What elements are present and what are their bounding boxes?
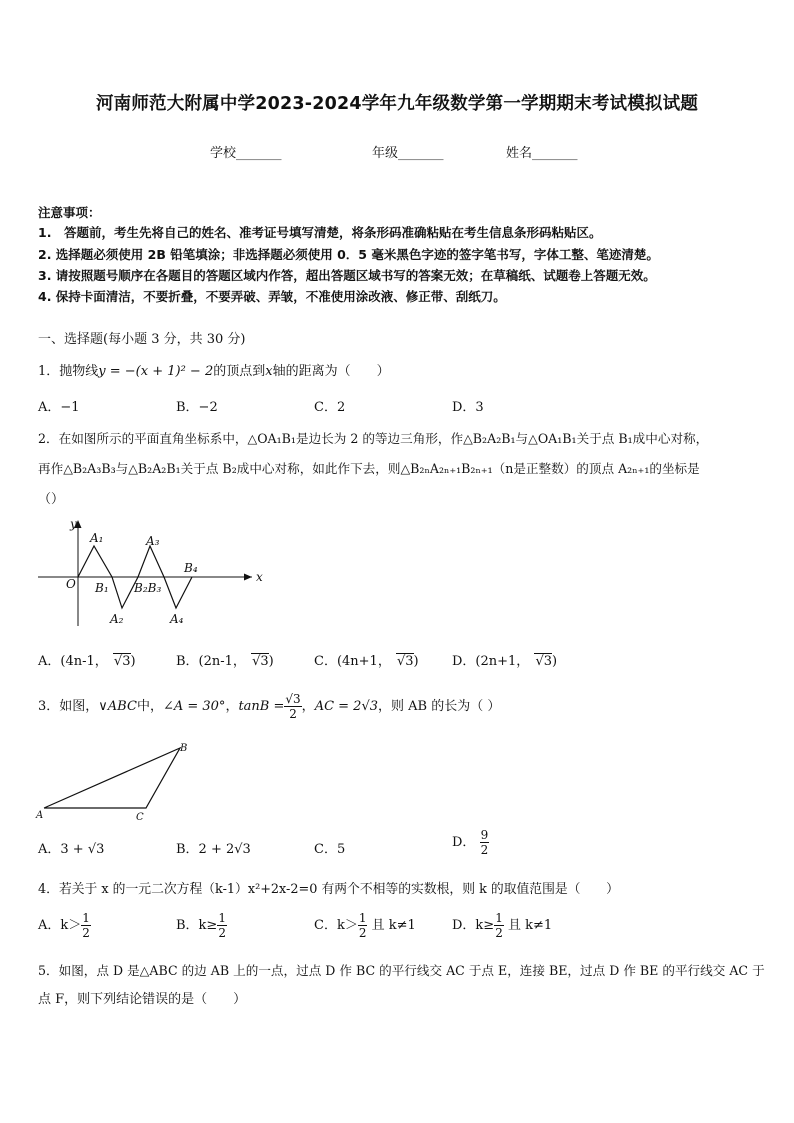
q2-line2: 再作△B₂A₃B₃与△B₂A₂B₁关于点 B₂成中心对称，如此作下去，则△B₂ₙA₂ₙ₊₁B₂ₙ₊₁（n是正整数）的顶点 A₂ₙ₊₁的坐标是 (38, 461, 700, 476)
q3-option-d: D． $\frac{9}{2}$ (452, 828, 489, 857)
q1-option-d: D．3 (452, 400, 484, 415)
q4-option-c: C．k＞ $\frac{1}{2}$ 且 k≠1 (314, 911, 416, 940)
q3-option-c: C．5 (314, 842, 346, 857)
q3-option-b: B．2 + 2√3 (176, 842, 251, 857)
q3-angle: ∠A = 30° (162, 699, 226, 714)
q2-line3: （） (38, 492, 65, 507)
x-axis-label: x (256, 570, 263, 584)
q3-fraction: $\frac{√3}{2}$ (285, 692, 301, 721)
q3-figure (34, 740, 194, 824)
label-a: A (36, 810, 44, 821)
q2-line1: 2．在如图所示的平面直角坐标系中，△OA₁B₁是边长为 2 的等边三角形，作△B₂A₂B₁与△OA₁B₁关于点 B₁成中心对称， (38, 431, 709, 446)
q4-option-b: B．k≥ $\frac{1}{2}$ (176, 911, 226, 940)
q3-tanb: tanB = (238, 699, 285, 714)
label-b4: B₄ (184, 561, 198, 575)
label-b: B (180, 743, 188, 754)
section-heading: 一、选择题(每小题 3 分，共 30 分) (38, 332, 246, 347)
name-field: 姓名_______ (506, 146, 578, 161)
page-title: 河南师范大附属中学2023-2024学年九年级数学第一学期期末考试模拟试题 (95, 94, 699, 114)
q5-line1: 5．如图，点 D 是△ABC 的边 AB 上的一点，过点 D 作 BC 的平行线交 AC 于点 E，连接 BE，过点 D 作 BE 的平行线交 AC 于 (38, 963, 765, 978)
q1-option-b: B．−2 (176, 400, 218, 415)
label-a4: A₄ (170, 612, 184, 626)
label-a2: A₂ (110, 612, 124, 626)
q1-equation: y = −(x + 1)² − 2 (98, 364, 214, 379)
label-a3: A₃ (146, 534, 160, 548)
q3-triangle: ∨ABC (98, 699, 137, 714)
q3-ac: AC = 2√3 (314, 699, 379, 714)
origin-label: O (66, 577, 76, 591)
q1-axis: x (265, 364, 273, 379)
notice-item: 4. 保持卡面清洁，不要折叠，不要弄破、弄皱，不准使用涂改液、修正带、刮纸刀。 (38, 289, 506, 304)
label-c: C (136, 812, 144, 823)
q3-option-a: A．3 + √3 (38, 842, 105, 857)
q1-option-a: A．−1 (38, 400, 80, 415)
label-b1: B₁ (95, 581, 109, 595)
school-field: 学校_______ (210, 146, 282, 161)
label-b2b3: B₂B₃ (134, 581, 162, 595)
q5-line2: 点 F，则下列结论错误的是（ ） (38, 992, 247, 1007)
q2-option-b: B．(2n-1， √3) (176, 654, 274, 669)
q1-prefix: 1．抛物线 (38, 364, 99, 379)
question-4: 4．若关于 x 的一元二次方程（k-1）x²+2x-2=0 有两个不相等的实数根，则 k 的取值范围是（ ） (38, 882, 619, 897)
question-3: 3．如图，∨ABC中，∠A = 30°，tanB = $\frac{√3}{2}$ ，AC = 2√3，则 AB 的长为（ ） (38, 692, 501, 721)
q2-option-c: C．(4n+1， √3) (314, 654, 419, 669)
q2-option-d: D．(2n+1， √3) (452, 654, 558, 669)
grade-field: 年级_______ (372, 146, 444, 161)
q4-option-d: D．k≥ $\frac{1}{2}$ 且 k≠1 (452, 911, 553, 940)
notice-heading: 注意事项： (38, 205, 101, 220)
q2-figure (34, 514, 266, 630)
q1-suffix: 轴的距离为（ ） (272, 364, 390, 379)
q1-option-c: C．2 (314, 400, 346, 415)
label-a1: A₁ (90, 531, 104, 545)
q2-option-a: A．(4n-1， √3) (38, 654, 136, 669)
notice-item: 2. 选择题必须使用 2B 铅笔填涂；非选择题必须使用 0．5 毫米黑色字迹的签字笔书写，字体工整、笔迹清楚。 (38, 247, 659, 262)
notice-item: 3. 请按照题号顺序在各题目的答题区域内作答，超出答题区域书写的答案无效；在草稿纸、试题卷上答题无效。 (38, 268, 656, 283)
question-1 (38, 360, 390, 379)
q1-mid: 的顶点到 (213, 364, 266, 379)
notice-item: 1. 答题前，考生先将自己的姓名、准考证号填写清楚，将条形码准确粘贴在考生信息条形码粘贴区。 (38, 225, 602, 240)
q4-option-a: A．k＞ $\frac{1}{2}$ (38, 911, 90, 940)
y-axis-label: y (70, 517, 77, 531)
